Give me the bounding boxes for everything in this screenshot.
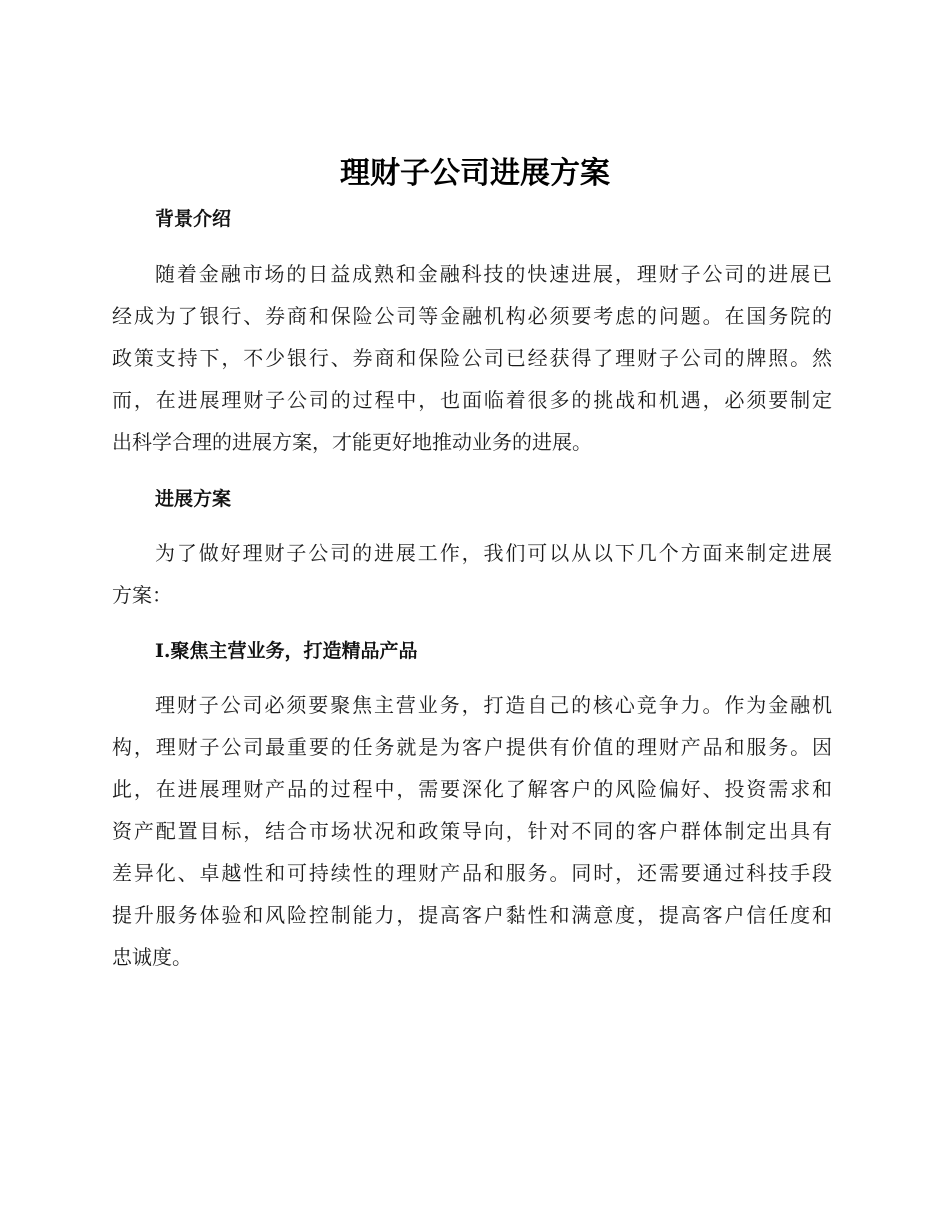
paragraph-line: 为了做好理财子公司的进展工作，我们可以从以下几个方面来制定进展 (155, 541, 832, 565)
paragraph-line: 此，在进展理财产品的过程中，需要深化了解客户的风险偏好、投资需求和 (112, 777, 832, 801)
paragraph-line: 构，理财子公司最重要的任务就是为客户提供有价值的理财产品和服务。因 (112, 735, 832, 759)
paragraph-line: 提升服务体验和风险控制能力，提高客户黏性和满意度，提高客户信任度和 (112, 903, 832, 927)
section-heading-focus-main-business (155, 636, 418, 666)
paragraph-line: 理财子公司必须要聚焦主营业务，打造自己的核心竞争力。作为金融机 (155, 693, 832, 717)
heading-text: 聚焦主营业务，打造精品产品 (170, 640, 418, 662)
paragraph-line: 忠诚度。 (112, 945, 192, 969)
paragraph-line: 方案： (112, 583, 172, 607)
section-paragraph-plan (112, 532, 832, 616)
paragraph-line: 资产配置目标，结合市场状况和政策导向，针对不同的客户群体制定出具有 (112, 819, 832, 843)
section-heading-plan: 进展方案 (155, 488, 232, 510)
paragraph-line: 政策支持下，不少银行、券商和保险公司已经获得了理财子公司的牌照。然 (112, 346, 832, 370)
heading-number: I. (155, 640, 171, 662)
section-paragraph-focus-main-business (112, 684, 832, 978)
paragraph-line: 出科学合理的进展方案，才能更好地推动业务的进展。 (112, 430, 592, 454)
section-heading-background: 背景介绍 (155, 208, 232, 230)
paragraph-line: 随着金融市场的日益成熟和金融科技的快速进展，理财子公司的进展已 (155, 262, 832, 286)
section-paragraph-background (112, 253, 832, 463)
document-title: 理财子公司进展方案 (340, 156, 610, 191)
paragraph-line: 而，在进展理财子公司的过程中，也面临着很多的挑战和机遇，必须要制定 (112, 388, 832, 412)
paragraph-line: 差异化、卓越性和可持续性的理财产品和服务。同时，还需要通过科技手段 (112, 861, 832, 885)
paragraph-line: 经成为了银行、券商和保险公司等金融机构必须要考虑的问题。在国务院的 (112, 304, 832, 328)
